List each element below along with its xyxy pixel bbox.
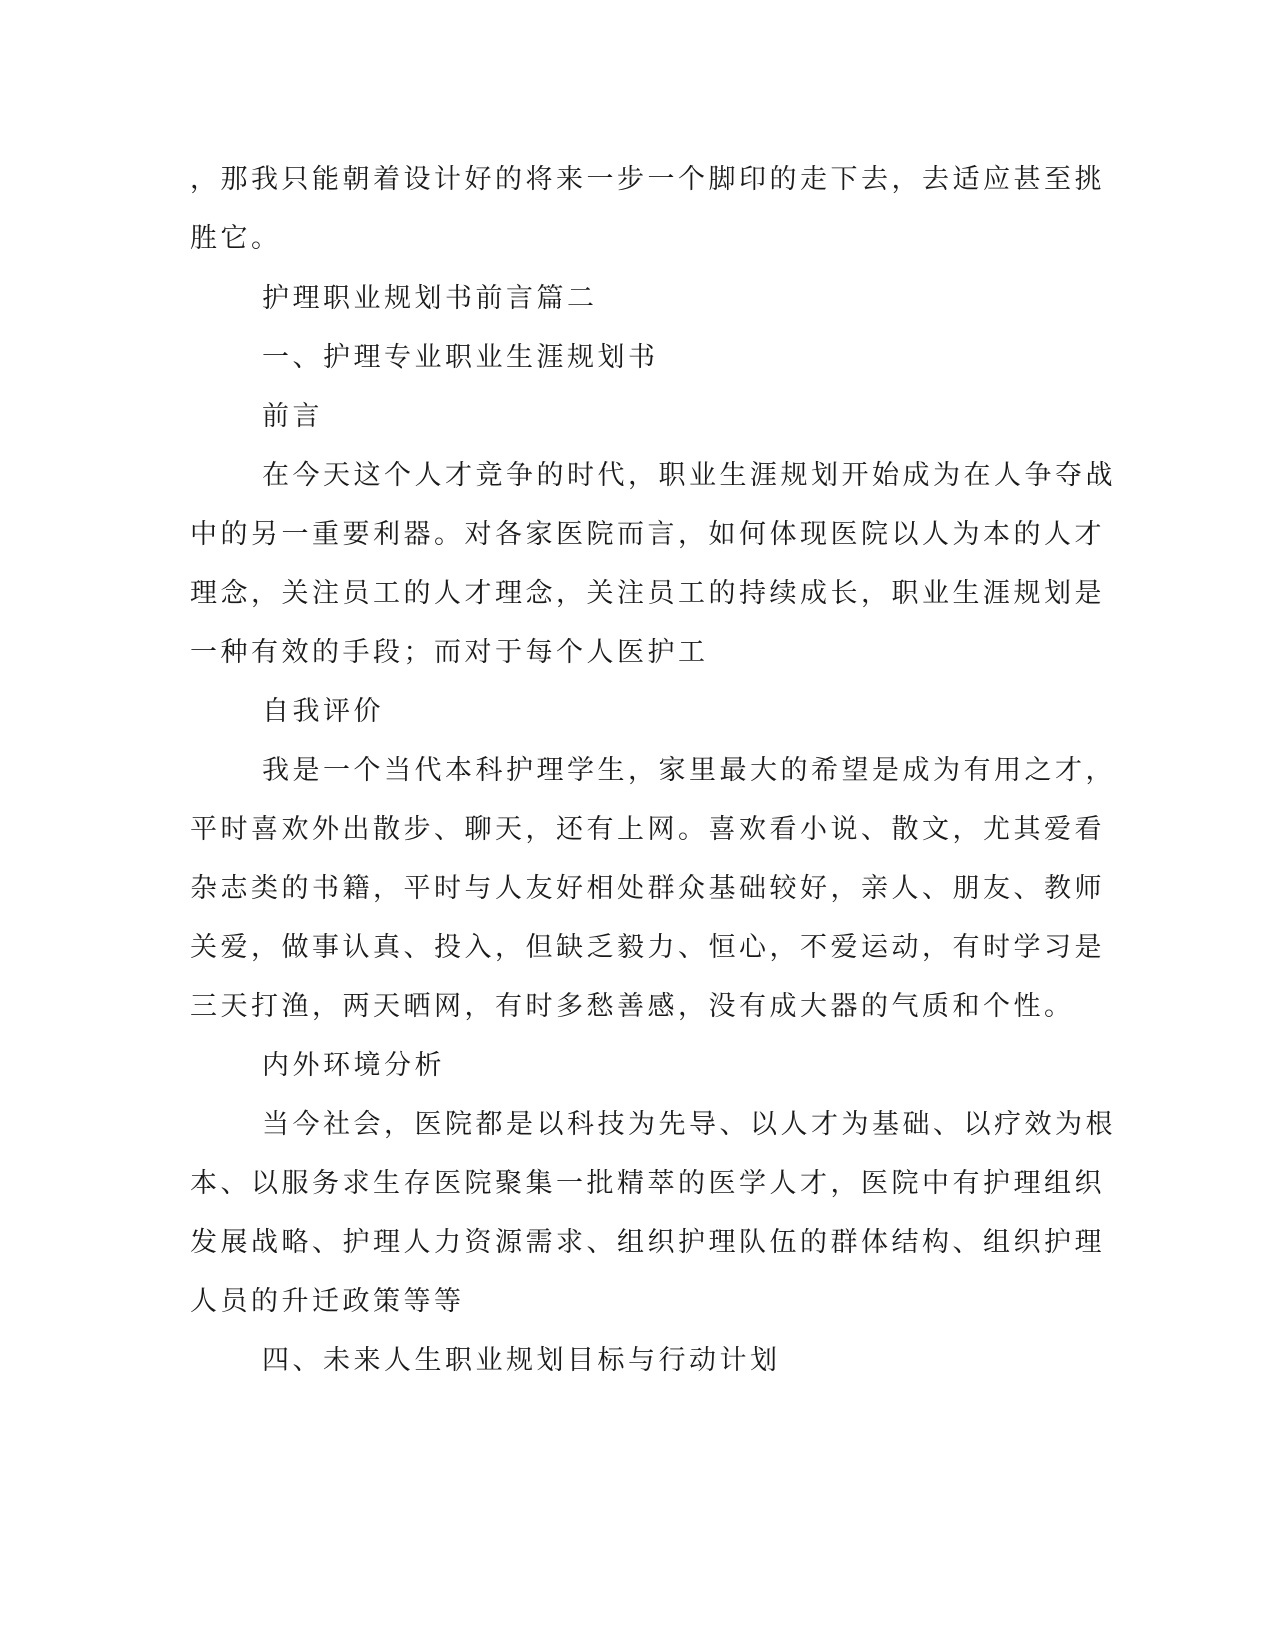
- text-line: 当今社会，医院都是以科技为先导、以人才为基础、以疗效为根: [262, 1109, 1116, 1140]
- text-line: 胜它。: [190, 223, 282, 254]
- section-heading: 前言: [262, 401, 323, 432]
- text-line: 杂志类的书籍，平时与人友好相处群众基础较好，亲人、朋友、教师: [190, 873, 1105, 904]
- section-heading: 护理职业规划书前言篇二: [262, 283, 598, 314]
- section-heading: 内外环境分析: [262, 1050, 445, 1081]
- text-line: 三天打渔，两天晒网，有时多愁善感，没有成大器的气质和个性。: [190, 991, 1075, 1022]
- text-line: 平时喜欢外出散步、聊天，还有上网。喜欢看小说、散文，尤其爱看: [190, 814, 1105, 845]
- text-line: 发展战略、护理人力资源需求、组织护理队伍的群体结构、组织护理: [190, 1227, 1105, 1258]
- text-line: 我是一个当代本科护理学生，家里最大的希望是成为有用之才，: [262, 755, 1116, 786]
- text-line: 一种有效的手段；而对于每个人医护工: [190, 637, 709, 668]
- text-line: 人员的升迁政策等等: [190, 1286, 465, 1317]
- text-line: 中的另一重要利器。对各家医院而言，如何体现医院以人为本的人才: [190, 519, 1105, 550]
- text-line: 理念，关注员工的人才理念，关注员工的持续成长，职业生涯规划是: [190, 578, 1105, 609]
- section-heading: 四、未来人生职业规划目标与行动计划: [262, 1345, 781, 1376]
- text-line: 关爱，做事认真、投入，但缺乏毅力、恒心，不爱运动，有时学习是: [190, 932, 1105, 963]
- text-line: 在今天这个人才竞争的时代，职业生涯规划开始成为在人争夺战: [262, 460, 1116, 491]
- text-line: ，那我只能朝着设计好的将来一步一个脚印的走下去，去适应甚至挑: [190, 164, 1105, 195]
- text-line: 本、以服务求生存医院聚集一批精萃的医学人才，医院中有护理组织: [190, 1168, 1105, 1199]
- section-heading: 一、护理专业职业生涯规划书: [262, 342, 659, 373]
- section-heading: 自我评价: [262, 696, 384, 727]
